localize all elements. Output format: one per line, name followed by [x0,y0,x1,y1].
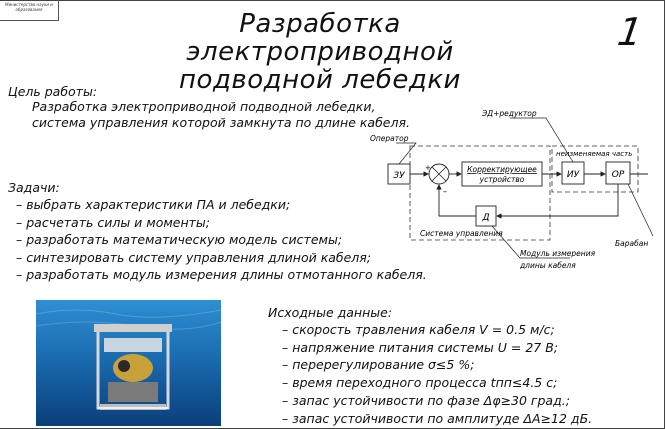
list-item: – разработать модуль измерения длины отмотанного кабеля. [16,266,427,284]
goal-text [32,99,410,131]
iu-label: ИУ [566,170,580,180]
drum-label: Барабан [615,239,649,248]
list-item: – запас устойчивости по фазе Δφ≥30 град.; [282,392,592,410]
operator-label: Оператор [370,134,409,143]
list-item: – перерегулирование σ≤5 %; [282,356,592,374]
list-item: – время переходного процесса tпп≤4.5 с; [282,374,592,392]
initial-data-list [282,321,592,427]
sheet-stamp: Министерство науки и образования [0,0,59,21]
list-item: – расчетать силы и моменты; [16,214,427,232]
module-label-1: Модуль измерения [520,249,596,258]
sensor-label: Д [482,213,490,223]
plus-sign: + [425,164,431,172]
title-line-2: подводной лебедки [179,65,461,95]
minus-sign: – [443,187,447,196]
reducer-label: ЭД+редуктор [482,109,537,118]
list-item: – напряжение питания системы U = 27 В; [282,339,592,357]
control-block-diagram [370,108,660,278]
list-item: – скорость травления кабеля V = 0.5 м/с; [282,321,592,339]
goal-heading: Цель работы: [8,84,98,99]
control-system-label: Система управления [420,229,503,238]
title-line-1: Разработка электроприводной [186,9,454,67]
tasks-list [16,196,427,284]
list-item: – выбрать характеристики ПА и лебедки; [16,196,427,214]
list-item: – синтезировать систему управления длиной кабеля; [16,249,427,267]
zu-label: ЗУ [393,171,405,181]
sheet-number: 1 [614,10,646,54]
underwater-vehicle-photo [36,300,221,426]
correction-label-2: устройство [479,175,525,184]
goal-line-2: система управления которой замкнута по длине кабеля. [32,115,410,130]
or-label: ОР [611,170,625,180]
vehicle-illustration [36,300,221,426]
goal-line-1: Разработка электроприводной подводной лебедки, [32,99,376,114]
invariable-part-label: неизменяемая часть [556,150,633,158]
module-label-2: длины кабеля [520,261,576,270]
initial-data-heading: Исходные данные: [268,305,393,320]
list-item: – разработать математическую модель системы; [16,231,427,249]
page-title [130,10,510,94]
correction-label-1: Корректирующее [467,165,537,174]
list-item: – запас устойчивости по амплитуде ΔA≥12 дБ. [282,410,592,428]
tasks-heading: Задачи: [8,180,60,195]
